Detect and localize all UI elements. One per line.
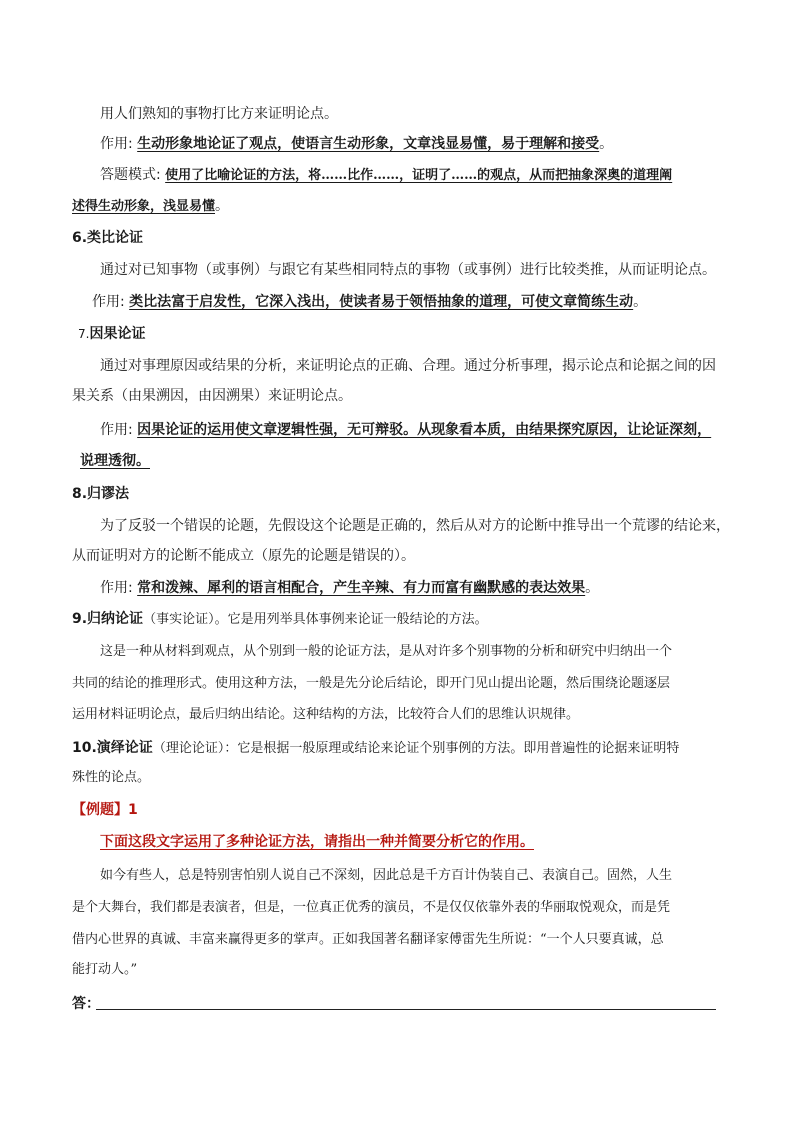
example-passage-2: 是个大舞台，我们都是表演者，但是，一位真正优秀的演员，不是仅仅依靠外表的华丽取悦观众，而是凭 [72, 900, 671, 915]
example-tag: 【例题】1 [72, 802, 138, 818]
answer-mode-text: 使用了比喻论证的方法，将……比作……，证明了……的观点，从而把抽象深奥的道理阐 [165, 168, 673, 183]
metaphor-effect: 作用: 生动形象地论证了观点，使语言生动形象，文章浅显易懂，易于理解和接受。 [100, 136, 614, 152]
answer-mode [100, 165, 672, 186]
answer-mode-cont: 述得生动形象，浅显易懂。 [72, 198, 230, 214]
example-passage-3: 借内心世界的真诚、丰富来赢得更多的掌声。正如我国著名翻译家傅雷先生所说：“一个人只要真诚，总 [72, 932, 664, 947]
effect-text: 生动形象地论证了观点，使语言生动形象，文章浅显易懂，易于理解和接受 [137, 136, 600, 152]
heading-causal: 7.因果论证 [78, 326, 146, 342]
induction-paragraph-2: 共同的结论的推理形式。使用这种方法，一般是先分论后结论，即开门见山提出论题，然后围绕论题逐层 [72, 676, 671, 691]
heading-analogy: 6.类比论证 [72, 230, 144, 246]
example-passage-1: 如今有些人，总是特别害怕别人说自己不深刻，因此总是千方百计伪装自己、表演自己。固然，人生 [100, 868, 673, 883]
answer-label: 答： [72, 996, 100, 1012]
analogy-effect: 作用: 类比法富于启发性，它深入浅出，使读者易于领悟抽象的道理，可使文章简练生动。 [92, 294, 648, 310]
heading-reductio: 8.归谬法 [72, 486, 130, 502]
reductio-description-cont: 从而证明对方的论断不能成立（原先的论题是错误的）。 [72, 548, 415, 564]
effect-label: 作用: [100, 136, 133, 152]
deduction-cont: 殊性的论点。 [72, 770, 151, 785]
causal-description: 通过对事理原因或结果的分析，来证明论点的正确、合理。通过分析事理，揭示论点和论据之间的因 [100, 358, 716, 374]
heading-deduction: 10.演绎论证（理论论证）：它是根据一般原理或结论来论证个别事例的方法。即用普遍性的论据来证明特 [72, 740, 680, 756]
answer-mode-label: 答题模式: [100, 167, 161, 183]
reductio-description: 为了反驳一个错误的论题，先假设这个论题是正确的，然后从对方的论断中推导出一个荒谬的结论来， [100, 518, 730, 534]
induction-paragraph-1: 这是一种从材料到观点，从个别到一般的论证方法，是从对许多个别事物的分析和研究中归纳出一个 [100, 644, 673, 659]
causal-effect-cont: 说理透彻。 [80, 453, 150, 469]
analogy-description: 通过对已知事物（或事例）与跟它有某些相同特点的事物（或事例）进行比较类推，从而证明论点。 [100, 262, 716, 278]
heading-induction: 9.归纳论证（事实论证）。它是用列举具体事例来论证一般结论的方法。 [72, 611, 488, 627]
example-passage-4: 能打动人。” [72, 962, 138, 977]
answer-input-line[interactable] [96, 1009, 716, 1010]
induction-paragraph-3: 运用材料证明论点，最后归纳出结论。这种结构的方法，比较符合人们的思维认识规律。 [72, 707, 580, 722]
metaphor-description: 用人们熟知的事物打比方来证明论点。 [100, 106, 338, 122]
causal-effect: 作用: 因果论证的运用使文章逻辑性强，无可辩驳。从现象看本质，由结果探究原因，让论证深刻， [100, 422, 712, 438]
reductio-effect: 作用: 常和泼辣、犀利的语言相配合，产生辛辣、有力而富有幽默感的表达效果。 [100, 580, 600, 596]
example-question: 下面这段文字运用了多种论证方法，请指出一种并简要分析它的作用。 [100, 834, 534, 850]
causal-description-cont: 果关系（由果溯因，由因溯果）来证明论点。 [72, 388, 352, 404]
